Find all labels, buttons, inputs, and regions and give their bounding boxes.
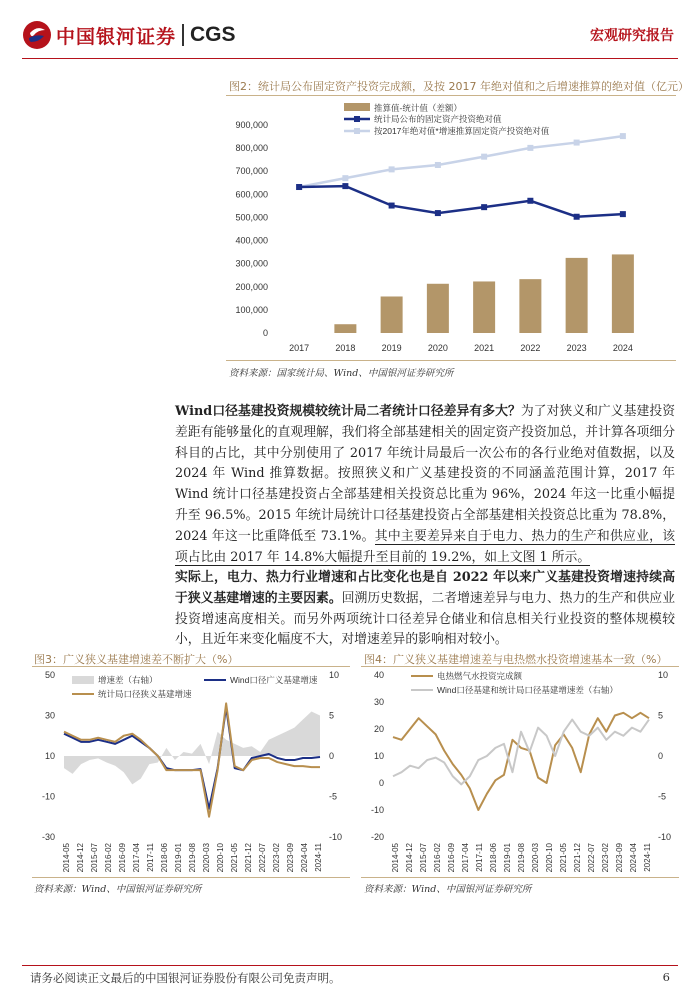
- y-tick-label-left: 0: [378, 778, 384, 788]
- x-tick-label: 2017-11: [146, 843, 155, 872]
- x-tick-label: 2014-05: [391, 843, 400, 873]
- bar: [427, 284, 449, 333]
- logo-chinese-text: 中国银河证券: [56, 25, 177, 48]
- y-tick-label-left: 30: [44, 710, 55, 721]
- data-point: [527, 145, 533, 151]
- series-area: [64, 711, 320, 784]
- x-tick-label: 2021-12: [244, 843, 253, 873]
- footer-disclaimer: 请务必阅读正文最后的中国银河证券股份有限公司免责声明。: [30, 971, 341, 985]
- data-point: [342, 175, 348, 181]
- x-tick-label: 2020: [427, 343, 448, 353]
- x-tick-label: 2021-05: [559, 843, 568, 873]
- y-tick-label-right: -10: [658, 832, 672, 842]
- data-point: [620, 133, 626, 139]
- x-tick-label: 2020-03: [531, 843, 540, 873]
- fig4-source: 资料来源：Wind、中国银河证券研究所: [364, 884, 532, 895]
- paragraph-2-lead: 实际上，电力、热力行业增速和占比变化也是自 2022 年以来广义基建投资增速持续高于狭义基建增速的主要因素。: [175, 570, 675, 606]
- x-tick-label: 2019-08: [188, 843, 197, 873]
- y-tick-label: 0: [262, 328, 268, 338]
- y-tick-label: 100,000: [235, 304, 268, 315]
- x-tick-label: 2021-12: [573, 843, 582, 873]
- data-point: [435, 162, 441, 168]
- data-point: [389, 166, 395, 172]
- legend-marker: [354, 128, 360, 134]
- data-point: [620, 211, 626, 217]
- fig2-chart: [226, 97, 676, 360]
- y-tick-label: 700,000: [235, 166, 268, 177]
- y-tick-label: 500,000: [235, 212, 268, 223]
- legend-label: 推算值-统计值（差额）: [374, 103, 462, 113]
- x-tick-label: 2017-04: [461, 843, 470, 873]
- data-point: [435, 210, 441, 216]
- y-tick-label: 400,000: [235, 235, 268, 246]
- paragraph-2-text: 回溯历史数据，二者增速差异与电力、热力的生产和供应业投资增速高度相关。而另外两项统计口径差异仓储业和信息相关行业投资的整体规模较小，且近年来变化幅度不大，对增速差异的影响相对较小。: [175, 590, 676, 648]
- fig4-bottom-rule: [361, 877, 679, 878]
- logo-separator: [182, 24, 184, 46]
- x-tick-label: 2023-02: [601, 843, 610, 873]
- x-tick-label: 2018-06: [160, 843, 169, 873]
- x-tick-label: 2016-09: [118, 843, 127, 873]
- data-point: [296, 184, 302, 190]
- x-tick-label: 2020-10: [216, 843, 225, 873]
- series-line: [299, 186, 623, 217]
- fig4-chart: [361, 667, 679, 877]
- data-point: [481, 154, 487, 160]
- data-point: [342, 183, 348, 189]
- x-tick-label: 2017: [289, 343, 310, 353]
- legend-marker: [354, 116, 360, 122]
- bar: [519, 279, 541, 333]
- x-tick-label: 2023-09: [615, 843, 624, 873]
- series-line: [393, 713, 649, 810]
- bar: [334, 324, 356, 333]
- y-tick-label-left: 30: [373, 697, 384, 707]
- x-tick-label: 2016-02: [104, 843, 113, 873]
- paragraph-1-text: 为了对狭义和广义基建投资差距有能够量化的直观理解，我们将全部基建相关的固定资产投资加总，并计算各项细分科目的占比，其中分别使用了 2017 年统计局最后一次公布的各行业绝对值数据，以及 2024 年 Wind 推算数据。按照狭义和广义基建投资的不同涵盖范围计算，2017 年 Wind 统计口径基建投资占全部基建相关投资总比重为 96%，2024 年这一比重小幅提升至 96.5%。2015 年统计局统计口径基建投资占全部基建相关投资总比重为 78.8%，2024 年这一比重降低至 73.1%。: [175, 404, 676, 544]
- x-tick-label: 2022-07: [258, 843, 267, 873]
- fig3-bottom-rule: [32, 877, 350, 878]
- y-tick-label: 300,000: [235, 258, 268, 269]
- x-tick-label: 2017-11: [475, 843, 484, 872]
- data-point: [527, 198, 533, 204]
- page-number: 6: [662, 970, 670, 984]
- bar: [473, 281, 495, 333]
- y-tick-label-right: 0: [658, 751, 664, 761]
- cgs-logo: [22, 20, 236, 50]
- x-tick-label: 2014-05: [62, 843, 71, 873]
- x-tick-label: 2014-12: [76, 843, 85, 873]
- y-tick-label-right: 0: [329, 751, 335, 761]
- x-tick-label: 2024-11: [314, 843, 323, 872]
- x-tick-label: 2022: [520, 343, 541, 353]
- data-point: [574, 214, 580, 220]
- legend-label: 电热燃气水投资完成额: [437, 671, 523, 681]
- x-tick-label: 2019-01: [503, 843, 512, 873]
- report-type-label: 宏观研究报告: [590, 28, 674, 44]
- x-tick-label: 2014-12: [405, 843, 414, 873]
- x-tick-label: 2023-02: [272, 843, 281, 873]
- data-point: [481, 204, 487, 210]
- x-tick-label: 2019: [381, 343, 402, 353]
- x-tick-label: 2023: [566, 343, 587, 353]
- y-tick-label-left: -10: [370, 805, 384, 815]
- y-tick-label-right: -5: [658, 791, 667, 802]
- footer-divider: [22, 965, 678, 966]
- x-tick-label: 2016-02: [433, 843, 442, 873]
- legend-label: 统计局公布的固定资产投资绝对值: [374, 114, 502, 124]
- y-tick-label-left: 50: [44, 670, 55, 680]
- legend-label: 按2017年绝对值*增速推算固定资产投资绝对值: [374, 126, 550, 136]
- fig2-title-rule: [226, 95, 676, 96]
- fig2-source: 资料来源：国家统计局、Wind、中国银河证券研究所: [229, 368, 454, 379]
- y-tick-label-right: 5: [658, 710, 664, 721]
- legend-swatch-area: [72, 676, 94, 684]
- body-paragraph-2: [175, 568, 675, 651]
- x-tick-label: 2022-07: [587, 843, 596, 873]
- y-tick-label-left: 10: [373, 751, 384, 761]
- legend-label: Wind口径基建和统计局口径基建增速差（右轴）: [437, 685, 618, 695]
- y-tick-label-left: 40: [373, 670, 384, 680]
- x-tick-label: 2018-06: [489, 843, 498, 873]
- y-tick-label-left: 10: [44, 751, 55, 761]
- y-tick-label-left: -20: [370, 832, 384, 842]
- page-header: [0, 0, 700, 62]
- fig2-bottom-rule: [226, 360, 676, 361]
- x-tick-label: 2023-09: [286, 843, 295, 873]
- x-tick-label: 2024: [612, 343, 633, 353]
- header-divider: [22, 58, 678, 59]
- x-tick-label: 2024-11: [643, 843, 652, 872]
- x-tick-label: 2020-10: [545, 843, 554, 873]
- x-tick-label: 2024-04: [629, 843, 638, 873]
- y-tick-label: 900,000: [235, 120, 268, 130]
- y-tick-label: 200,000: [235, 281, 268, 292]
- y-tick-label-left: -30: [41, 832, 55, 842]
- y-tick-label-right: 10: [329, 670, 340, 680]
- y-tick-label-left: 20: [373, 724, 384, 734]
- y-tick-label-left: -10: [41, 791, 55, 802]
- fig3-title: 图3：广义狭义基建增速差不断扩大（%）: [34, 653, 239, 666]
- x-tick-label: 2016-09: [447, 843, 456, 873]
- x-tick-label: 2020-03: [202, 843, 211, 873]
- paragraph-1-lead: Wind口径基建投资规模较统计局二者统计口径差异有多大？: [175, 404, 521, 419]
- x-tick-label: 2018: [335, 343, 356, 353]
- fig3-chart: [32, 667, 350, 877]
- bar: [381, 296, 403, 333]
- y-tick-label-right: -10: [329, 832, 343, 842]
- x-tick-label: 2019-08: [517, 843, 526, 873]
- logo-english-text: CGS: [190, 23, 236, 46]
- x-tick-label: 2017-04: [132, 843, 141, 873]
- x-tick-label: 2019-01: [174, 843, 183, 873]
- x-tick-label: 2021-05: [230, 843, 239, 873]
- y-tick-label: 600,000: [235, 189, 268, 200]
- fig4-title: 图4：广义狭义基建增速差与电热燃水投资增速基本一致（%）: [364, 653, 668, 666]
- x-tick-label: 2015-07: [90, 843, 99, 873]
- fig3-source: 资料来源：Wind、中国银河证券研究所: [34, 884, 202, 895]
- y-tick-label-right: 5: [329, 710, 335, 721]
- legend-label: 统计局口径狭义基建增速: [98, 689, 192, 699]
- x-tick-label: 2024-04: [300, 843, 309, 873]
- y-tick-label-right: -5: [329, 791, 338, 802]
- bar: [612, 254, 634, 333]
- x-tick-label: 2021: [474, 343, 495, 353]
- legend-label: 增速差（右轴）: [98, 675, 158, 685]
- bar: [566, 258, 588, 333]
- y-tick-label-right: 10: [658, 670, 669, 680]
- legend-swatch-bar: [344, 103, 370, 111]
- x-tick-label: 2015-07: [419, 843, 428, 873]
- legend-label: Wind口径广义基建增速: [230, 675, 318, 685]
- cgs-logo-icon: [22, 20, 52, 50]
- fig2-title: 图2：统计局公布固定资产投资完成额，及按 2017 年绝对值和之后增速推算的绝对值（亿元）: [229, 80, 689, 93]
- data-point: [389, 203, 395, 209]
- paragraph-1-underlined: 其中主要差异来自于电力、热力的生产和供应业，该项占比由 2017 年 14.8%大幅提升至目前的 19.2%，如上文图 1 所示。: [175, 528, 676, 565]
- y-tick-label: 800,000: [235, 143, 268, 154]
- body-paragraph-1: [175, 402, 675, 568]
- data-point: [574, 140, 580, 146]
